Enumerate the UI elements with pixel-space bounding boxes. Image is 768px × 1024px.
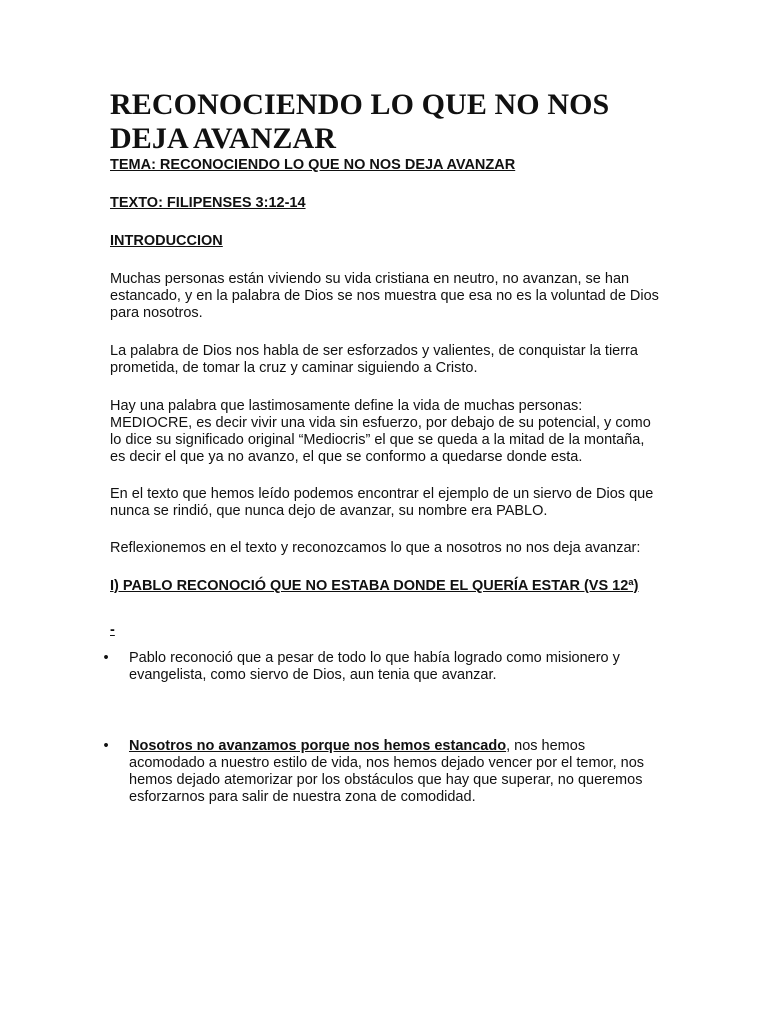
bullet-dot: • (103, 650, 109, 666)
paragraph-2: La palabra de Dios nos habla de ser esforzados y valientes, de conquistar la tierra prometida, de tomar la cruz y caminar siguiendo a Cristo. (110, 343, 638, 376)
bullet-item-2 (103, 738, 662, 806)
bullet-dot: • (103, 738, 109, 754)
paragraph-4: En el texto que hemos leído podemos encontrar el ejemplo de un siervo de Dios que nunca se rindió, que nunca dejo de avanzar, su nombre era PABLO. (110, 486, 654, 519)
texto-heading: TEXTO: FILIPENSES 3:12-14 (110, 195, 306, 211)
introduccion-heading: INTRODUCCION (110, 233, 223, 249)
bullet-1-text: Pablo reconoció que a pesar de todo lo que había logrado como misionero y evangelista, como siervo de Dios, aun tenia que avanzar. (129, 650, 620, 683)
paragraph-3: Hay una palabra que lastimosamente define la vida de muchas personas: MEDIOCRE, es decir vivir una vida sin esfuerzo, por debajo de su potencial, y como lo dice su significado original “Mediocris” el que se queda a la mitad de la montaña, es decir el que ya no avanzo, el que se conformo a quedarse donde esta. (110, 398, 651, 465)
bullet-2-emphasis: Nosotros no avanzamos porque nos hemos estancado (129, 738, 507, 754)
bullet-item-1 (103, 650, 662, 684)
document-page (103, 88, 662, 806)
bullet-2-text: , nos hemos acomodado a nuestro estilo de vida, nos hemos dejado vencer por el temor, nos hemos dejado atemorizar por los obstáculos que hay que superar, no queremos esforzarnos para salir de nuestra zona de comodidad. (129, 738, 645, 805)
paragraph-1: Muchas personas están viviendo su vida cristiana en neutro, no avanzan, se han estancado, y en la palabra de Dios se nos muestra que esa no es la voluntad de Dios para nosotros. (110, 271, 659, 321)
dash-marker: - (110, 622, 115, 638)
tema-heading: TEMA: RECONOCIENDO LO QUE NO NOS DEJA AVANZAR (110, 157, 516, 173)
section-1-heading: I) PABLO RECONOCIÓ QUE NO ESTABA DONDE EL QUERÍA ESTAR (VS 12ª) (110, 578, 639, 594)
bullet-list (103, 650, 662, 806)
paragraph-5: Reflexionemos en el texto y reconozcamos lo que a nosotros no nos deja avanzar: (110, 540, 641, 556)
document-title: RECONOCIENDO LO QUE NO NOS DEJA AVANZAR (110, 88, 610, 155)
